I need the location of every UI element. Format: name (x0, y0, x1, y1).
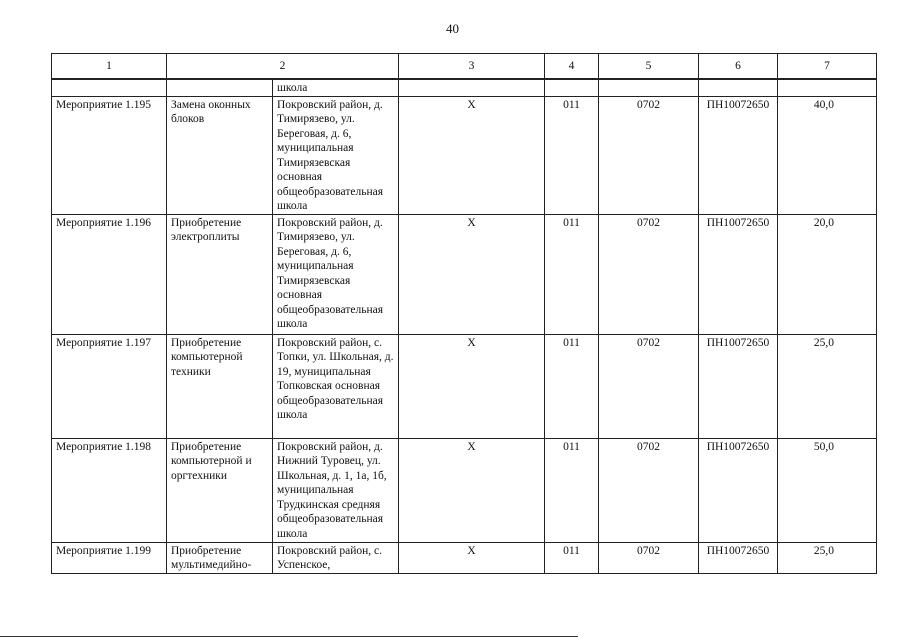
cell-col6: ПН10072650 (699, 214, 778, 334)
event-address: Покровский район, с. Успенское, (273, 542, 399, 573)
event-name: Приобретение компьютерной и оргтехники (167, 438, 273, 542)
cell-col3: Х (399, 438, 545, 542)
event-id: Мероприятие 1.196 (52, 214, 167, 334)
cell-col4: 011 (545, 214, 599, 334)
event-address: Покровский район, д. Тимирязево, ул. Береговая, д. 6, муниципальная Тимирязевская основная общеобразовательная школа (273, 96, 399, 214)
cell-col3: Х (399, 214, 545, 334)
cell-col4: 011 (545, 96, 599, 214)
cell-amount: 40,0 (778, 96, 877, 214)
cell-amount: 20,0 (778, 214, 877, 334)
event-address: Покровский район, с. Топки, ул. Школьная, д. 19, муниципальная Топковская основная общеобразовательная школа (273, 334, 399, 438)
table-row (52, 214, 877, 334)
event-name: Приобретение электроплиты (167, 214, 273, 334)
cell-amount: 50,0 (778, 438, 877, 542)
cell-col5: 0702 (599, 334, 699, 438)
cell-col4: 011 (545, 542, 599, 573)
event-id: Мероприятие 1.195 (52, 96, 167, 214)
cell-col6: ПН10072650 (699, 542, 778, 573)
event-address: Покровский район, д. Тимирязево, ул. Береговая, д. 6, муниципальная Тимирязевская основная общеобразовательная школа (273, 214, 399, 334)
header-row (52, 54, 877, 80)
cell-col3: Х (399, 542, 545, 573)
cell-col6: ПН10072650 (699, 334, 778, 438)
header-col-1: 1 (52, 54, 167, 80)
event-address: Покровский район, д. Нижний Туровец, ул. Школьная, д. 1, 1а, 1б, муниципальная Трудкинская средняя общеобразовательная школа (273, 438, 399, 542)
cell-col5: 0702 (599, 542, 699, 573)
bottom-rule (0, 636, 578, 637)
header-col-3: 3 (399, 54, 545, 80)
cell-col6: ПН10072650 (699, 96, 778, 214)
cell-col6: ПН10072650 (699, 438, 778, 542)
header-col-2: 2 (167, 54, 399, 80)
event-id: Мероприятие 1.198 (52, 438, 167, 542)
header-col-7: 7 (778, 54, 877, 80)
header-col-6: 6 (699, 54, 778, 80)
table-row (52, 334, 877, 438)
cell-col4: 011 (545, 334, 599, 438)
cell-col5: 0702 (599, 438, 699, 542)
continuation-address: школа (273, 79, 399, 96)
event-name: Приобретение мультимедийно- (167, 542, 273, 573)
cell-col3: Х (399, 96, 545, 214)
event-id: Мероприятие 1.197 (52, 334, 167, 438)
cell-col3: Х (399, 334, 545, 438)
table-row (52, 542, 877, 573)
cell-col4: 011 (545, 438, 599, 542)
page-number: 40 (446, 21, 459, 36)
header-col-5: 5 (599, 54, 699, 80)
cell-amount: 25,0 (778, 542, 877, 573)
cell-col5: 0702 (599, 214, 699, 334)
table-row (52, 96, 877, 214)
event-name: Приобретение компьютерной техники (167, 334, 273, 438)
continuation-row (52, 79, 877, 96)
event-name: Замена оконных блоков (167, 96, 273, 214)
data-table (51, 53, 877, 574)
cell-amount: 25,0 (778, 334, 877, 438)
header-col-4: 4 (545, 54, 599, 80)
cell-col5: 0702 (599, 96, 699, 214)
table-row (52, 438, 877, 542)
event-id: Мероприятие 1.199 (52, 542, 167, 573)
